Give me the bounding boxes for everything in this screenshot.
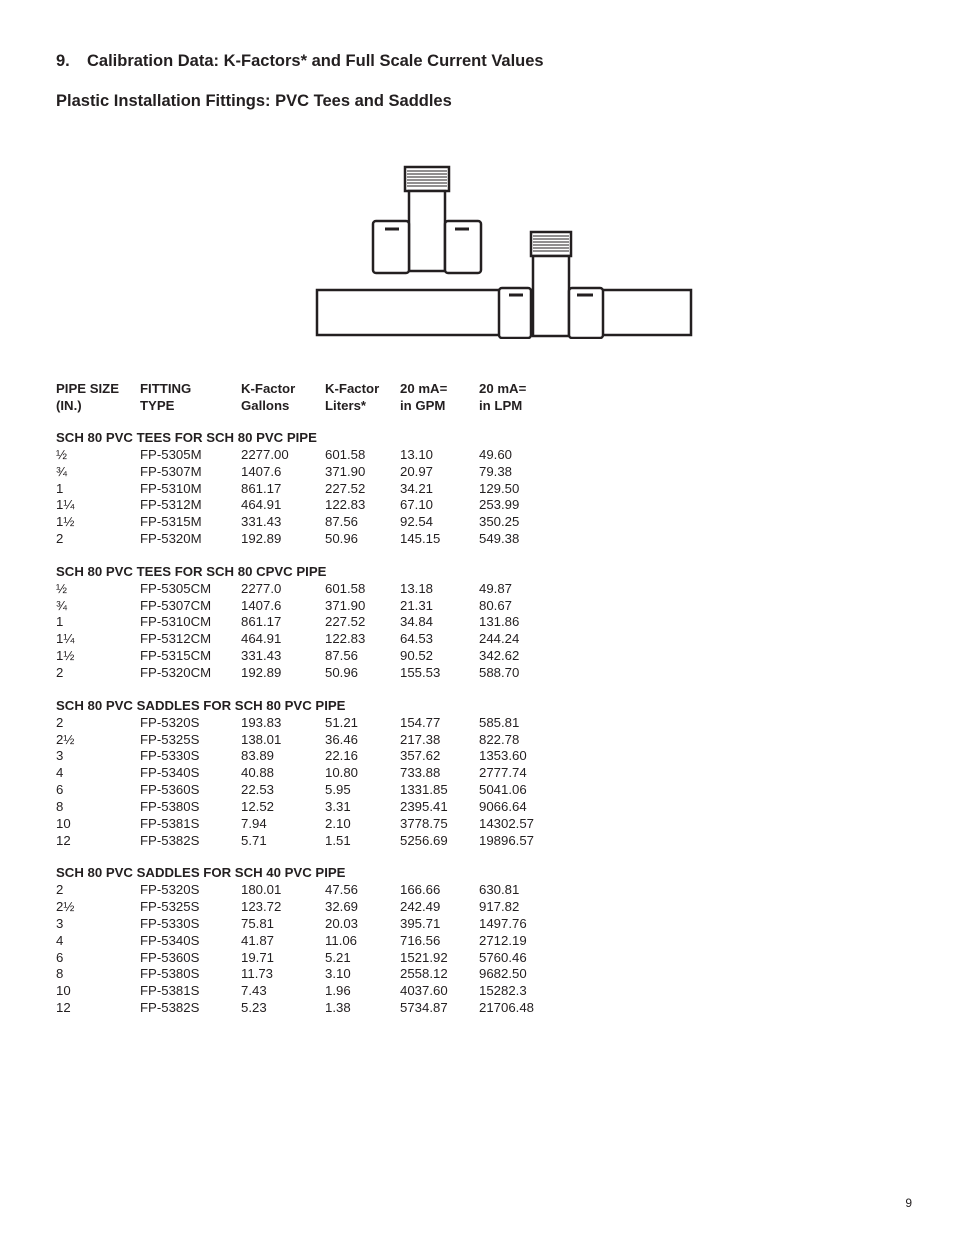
cell-k-factor-gallons: 331.43 xyxy=(241,514,282,530)
cell-fitting-type: FP-5320S xyxy=(140,882,200,898)
cell-k-factor-gallons: 861.17 xyxy=(241,480,282,496)
table-row xyxy=(56,464,569,481)
cell-gpm: 2558.12 xyxy=(400,966,448,982)
table-header xyxy=(56,380,569,414)
table-row xyxy=(56,833,569,850)
table-section xyxy=(56,564,569,682)
cell-k-factor-gallons: 7.43 xyxy=(241,983,267,999)
table-row xyxy=(56,816,569,833)
table-row xyxy=(56,648,569,665)
column-header-k-factor-liters: K-Factor Liters* xyxy=(325,381,380,413)
cell-fitting-type: FP-5330S xyxy=(140,915,200,931)
cell-k-factor-liters: 50.96 xyxy=(325,664,359,680)
cell-gpm: 13.10 xyxy=(400,446,434,462)
cell-k-factor-liters: 22.16 xyxy=(325,748,359,764)
table-row xyxy=(56,514,569,531)
cell-fitting-type: FP-5382S xyxy=(140,832,200,848)
cell-gpm: 20.97 xyxy=(400,463,434,479)
table-section xyxy=(56,865,569,1017)
table-row xyxy=(56,899,569,916)
cell-lpm: 253.99 xyxy=(479,497,520,513)
cell-fitting-type: FP-5307CM xyxy=(140,597,212,613)
cell-k-factor-liters: 122.83 xyxy=(325,497,366,513)
cell-gpm: 1521.92 xyxy=(400,949,448,965)
cell-lpm: 49.87 xyxy=(479,580,513,596)
table-row xyxy=(56,581,569,598)
cell-fitting-type: FP-5320S xyxy=(140,714,200,730)
cell-lpm: 822.78 xyxy=(479,731,520,747)
cell-k-factor-liters: 1.51 xyxy=(325,832,351,848)
cell-k-factor-gallons: 464.91 xyxy=(241,631,282,647)
cell-k-factor-liters: 50.96 xyxy=(325,531,359,547)
cell-gpm: 92.54 xyxy=(400,514,434,530)
cell-gpm: 733.88 xyxy=(400,765,441,781)
pvc-fittings-illustration xyxy=(313,163,693,344)
cell-pipe-size: 4 xyxy=(56,765,64,781)
cell-k-factor-liters: 87.56 xyxy=(325,648,359,664)
table-section xyxy=(56,430,569,548)
cell-pipe-size: 12 xyxy=(56,1000,71,1016)
section-heading xyxy=(56,52,544,71)
cell-pipe-size: 2½ xyxy=(56,731,75,747)
cell-fitting-type: FP-5340S xyxy=(140,932,200,948)
cell-k-factor-liters: 47.56 xyxy=(325,882,359,898)
cell-gpm: 154.77 xyxy=(400,714,441,730)
page-subtitle: Plastic Installation Fittings: PVC Tees and Saddles xyxy=(56,92,452,110)
cell-fitting-type: FP-5312M xyxy=(140,497,202,513)
cell-gpm: 395.71 xyxy=(400,915,441,931)
cell-gpm: 2395.41 xyxy=(400,798,448,814)
table-row xyxy=(56,665,569,682)
cell-gpm: 155.53 xyxy=(400,664,441,680)
cell-pipe-size: ¾ xyxy=(56,597,67,613)
cell-pipe-size: 12 xyxy=(56,832,71,848)
cell-pipe-size: ½ xyxy=(56,446,67,462)
cell-k-factor-gallons: 192.89 xyxy=(241,664,282,680)
table-row xyxy=(56,933,569,950)
cell-k-factor-gallons: 138.01 xyxy=(241,731,282,747)
table-row xyxy=(56,715,569,732)
cell-k-factor-liters: 1.38 xyxy=(325,1000,351,1016)
cell-lpm: 131.86 xyxy=(479,614,520,630)
cell-pipe-size: ¾ xyxy=(56,463,67,479)
table-row xyxy=(56,631,569,648)
cell-fitting-type: FP-5315M xyxy=(140,514,202,530)
cell-k-factor-liters: 5.21 xyxy=(325,949,351,965)
cell-k-factor-liters: 3.31 xyxy=(325,798,351,814)
cell-gpm: 1331.85 xyxy=(400,782,448,798)
table-row xyxy=(56,916,569,933)
cell-k-factor-liters: 371.90 xyxy=(325,463,366,479)
table-row xyxy=(56,950,569,967)
cell-gpm: 145.15 xyxy=(400,531,441,547)
cell-k-factor-liters: 36.46 xyxy=(325,731,359,747)
cell-pipe-size: 2½ xyxy=(56,899,75,915)
cell-fitting-type: FP-5382S xyxy=(140,1000,200,1016)
cell-fitting-type: FP-5320M xyxy=(140,531,202,547)
cell-pipe-size: 6 xyxy=(56,949,64,965)
cell-lpm: 244.24 xyxy=(479,631,520,647)
table-row xyxy=(56,748,569,765)
section-number: 9. xyxy=(56,52,70,70)
table-body xyxy=(56,430,569,1017)
cell-fitting-type: FP-5310CM xyxy=(140,614,212,630)
cell-fitting-type: FP-5325S xyxy=(140,731,200,747)
cell-gpm: 166.66 xyxy=(400,882,441,898)
cell-gpm: 90.52 xyxy=(400,648,434,664)
cell-pipe-size: 10 xyxy=(56,983,71,999)
table-section xyxy=(56,698,569,850)
cell-pipe-size: 8 xyxy=(56,966,64,982)
cell-k-factor-gallons: 75.81 xyxy=(241,915,275,931)
cell-fitting-type: FP-5325S xyxy=(140,899,200,915)
cell-k-factor-gallons: 123.72 xyxy=(241,899,282,915)
cell-k-factor-gallons: 40.88 xyxy=(241,765,275,781)
cell-fitting-type: FP-5310M xyxy=(140,480,202,496)
cell-k-factor-gallons: 1407.6 xyxy=(241,463,282,479)
cell-lpm: 1497.76 xyxy=(479,915,527,931)
table-row xyxy=(56,882,569,899)
cell-pipe-size: 2 xyxy=(56,882,64,898)
cell-lpm: 350.25 xyxy=(479,514,520,530)
table-row xyxy=(56,799,569,816)
section-title: Calibration Data: K-Factors* and Full Scale Current Values xyxy=(87,52,544,70)
cell-fitting-type: FP-5380S xyxy=(140,798,200,814)
cell-k-factor-liters: 601.58 xyxy=(325,580,366,596)
cell-pipe-size: 1½ xyxy=(56,648,75,664)
cell-lpm: 21706.48 xyxy=(479,1000,535,1016)
cell-fitting-type: FP-5380S xyxy=(140,966,200,982)
cell-k-factor-liters: 227.52 xyxy=(325,480,366,496)
cell-pipe-size: 1 xyxy=(56,614,64,630)
cell-fitting-type: FP-5312CM xyxy=(140,631,212,647)
cell-pipe-size: 4 xyxy=(56,932,64,948)
column-header-fitting-type: FITTING TYPE xyxy=(140,381,192,413)
cell-pipe-size: 1¼ xyxy=(56,497,75,513)
table-row xyxy=(56,614,569,631)
cell-fitting-type: FP-5360S xyxy=(140,949,200,965)
cell-k-factor-gallons: 193.83 xyxy=(241,714,282,730)
cell-pipe-size: 2 xyxy=(56,664,64,680)
page-number: 9 xyxy=(905,1196,912,1210)
cell-gpm: 64.53 xyxy=(400,631,434,647)
section-title-row: SCH 80 PVC TEES FOR SCH 80 CPVC PIPE xyxy=(56,563,327,579)
cell-pipe-size: 2 xyxy=(56,531,64,547)
cell-fitting-type: FP-5381S xyxy=(140,815,200,831)
cell-gpm: 21.31 xyxy=(400,597,434,613)
cell-fitting-type: FP-5307M xyxy=(140,463,202,479)
cell-k-factor-gallons: 180.01 xyxy=(241,882,282,898)
cell-pipe-size: 3 xyxy=(56,748,64,764)
cell-k-factor-gallons: 331.43 xyxy=(241,648,282,664)
cell-lpm: 5760.46 xyxy=(479,949,527,965)
cell-pipe-size: 3 xyxy=(56,915,64,931)
calibration-table xyxy=(56,380,569,1017)
cell-k-factor-liters: 601.58 xyxy=(325,446,366,462)
table-row xyxy=(56,983,569,1000)
cell-k-factor-liters: 371.90 xyxy=(325,597,366,613)
cell-k-factor-liters: 11.06 xyxy=(325,932,358,948)
cell-lpm: 917.82 xyxy=(479,899,520,915)
cell-lpm: 2777.74 xyxy=(479,765,527,781)
table-row xyxy=(56,531,569,548)
cell-k-factor-gallons: 464.91 xyxy=(241,497,282,513)
column-header-20ma-gpm: 20 mA= in GPM xyxy=(400,381,448,413)
cell-k-factor-gallons: 861.17 xyxy=(241,614,282,630)
cell-lpm: 342.62 xyxy=(479,648,520,664)
section-title-row: SCH 80 PVC SADDLES FOR SCH 40 PVC PIPE xyxy=(56,865,346,881)
table-row xyxy=(56,598,569,615)
cell-gpm: 67.10 xyxy=(400,497,434,513)
cell-k-factor-gallons: 7.94 xyxy=(241,815,267,831)
cell-pipe-size: 2 xyxy=(56,714,64,730)
cell-k-factor-gallons: 83.89 xyxy=(241,748,275,764)
cell-lpm: 585.81 xyxy=(479,714,520,730)
cell-lpm: 1353.60 xyxy=(479,748,527,764)
cell-k-factor-gallons: 11.73 xyxy=(241,966,274,982)
cell-k-factor-liters: 122.83 xyxy=(325,631,366,647)
cell-pipe-size: 8 xyxy=(56,798,64,814)
cell-gpm: 34.21 xyxy=(400,480,434,496)
cell-k-factor-liters: 1.96 xyxy=(325,983,351,999)
cell-k-factor-liters: 87.56 xyxy=(325,514,359,530)
cell-k-factor-gallons: 192.89 xyxy=(241,531,282,547)
cell-fitting-type: FP-5360S xyxy=(140,782,200,798)
table-row xyxy=(56,447,569,464)
cell-lpm: 19896.57 xyxy=(479,832,535,848)
section-title-row: SCH 80 PVC SADDLES FOR SCH 80 PVC PIPE xyxy=(56,697,346,713)
cell-lpm: 14302.57 xyxy=(479,815,535,831)
cell-lpm: 15282.3 xyxy=(479,983,527,999)
cell-gpm: 5256.69 xyxy=(400,832,448,848)
column-header-k-factor-gallons: K-Factor Gallons xyxy=(241,381,296,413)
cell-fitting-type: FP-5381S xyxy=(140,983,200,999)
cell-lpm: 9066.64 xyxy=(479,798,527,814)
cell-lpm: 9682.50 xyxy=(479,966,527,982)
cell-lpm: 630.81 xyxy=(479,882,520,898)
table-row xyxy=(56,782,569,799)
cell-gpm: 34.84 xyxy=(400,614,434,630)
cell-pipe-size: 10 xyxy=(56,815,71,831)
pvc-fittings-icon xyxy=(313,163,693,339)
cell-k-factor-liters: 5.95 xyxy=(325,782,351,798)
cell-fitting-type: FP-5320CM xyxy=(140,664,212,680)
cell-lpm: 588.70 xyxy=(479,664,520,680)
cell-k-factor-liters: 10.80 xyxy=(325,765,359,781)
cell-lpm: 79.38 xyxy=(479,463,513,479)
column-header-20ma-lpm: 20 mA= in LPM xyxy=(479,381,527,413)
cell-k-factor-liters: 227.52 xyxy=(325,614,366,630)
section-title-row: SCH 80 PVC TEES FOR SCH 80 PVC PIPE xyxy=(56,430,317,445)
table-row xyxy=(56,765,569,782)
table-row xyxy=(56,481,569,498)
cell-fitting-type: FP-5305CM xyxy=(140,580,212,596)
cell-lpm: 129.50 xyxy=(479,480,520,496)
cell-k-factor-liters: 2.10 xyxy=(325,815,351,831)
cell-k-factor-liters: 51.21 xyxy=(325,714,359,730)
cell-gpm: 242.49 xyxy=(400,899,441,915)
cell-fitting-type: FP-5340S xyxy=(140,765,200,781)
cell-k-factor-gallons: 22.53 xyxy=(241,782,275,798)
cell-k-factor-gallons: 1407.6 xyxy=(241,597,282,613)
cell-pipe-size: 6 xyxy=(56,782,64,798)
cell-gpm: 5734.87 xyxy=(400,1000,448,1016)
table-row xyxy=(56,497,569,514)
cell-lpm: 549.38 xyxy=(479,531,520,547)
cell-pipe-size: 1½ xyxy=(56,514,75,530)
cell-k-factor-liters: 20.03 xyxy=(325,915,359,931)
cell-pipe-size: ½ xyxy=(56,580,67,596)
cell-pipe-size: 1 xyxy=(56,480,64,496)
cell-gpm: 13.18 xyxy=(400,580,434,596)
cell-lpm: 5041.06 xyxy=(479,782,527,798)
cell-k-factor-gallons: 2277.0 xyxy=(241,580,282,596)
cell-k-factor-liters: 3.10 xyxy=(325,966,351,982)
table-row xyxy=(56,732,569,749)
cell-k-factor-gallons: 19.71 xyxy=(241,949,275,965)
cell-k-factor-gallons: 41.87 xyxy=(241,932,275,948)
cell-gpm: 357.62 xyxy=(400,748,441,764)
cell-lpm: 80.67 xyxy=(479,597,513,613)
column-header-pipe-size: PIPE SIZE (IN.) xyxy=(56,381,120,413)
cell-k-factor-gallons: 2277.00 xyxy=(241,446,289,462)
cell-fitting-type: FP-5330S xyxy=(140,748,200,764)
cell-fitting-type: FP-5315CM xyxy=(140,648,212,664)
cell-gpm: 4037.60 xyxy=(400,983,448,999)
cell-gpm: 3778.75 xyxy=(400,815,448,831)
cell-gpm: 217.38 xyxy=(400,731,441,747)
table-row xyxy=(56,1000,569,1017)
cell-k-factor-gallons: 12.52 xyxy=(241,798,275,814)
cell-k-factor-gallons: 5.23 xyxy=(241,1000,267,1016)
cell-k-factor-liters: 32.69 xyxy=(325,899,359,915)
cell-gpm: 716.56 xyxy=(400,932,441,948)
cell-lpm: 49.60 xyxy=(479,446,513,462)
table-row xyxy=(56,966,569,983)
cell-pipe-size: 1¼ xyxy=(56,631,75,647)
cell-k-factor-gallons: 5.71 xyxy=(241,832,267,848)
cell-lpm: 2712.19 xyxy=(479,932,527,948)
cell-fitting-type: FP-5305M xyxy=(140,446,202,462)
